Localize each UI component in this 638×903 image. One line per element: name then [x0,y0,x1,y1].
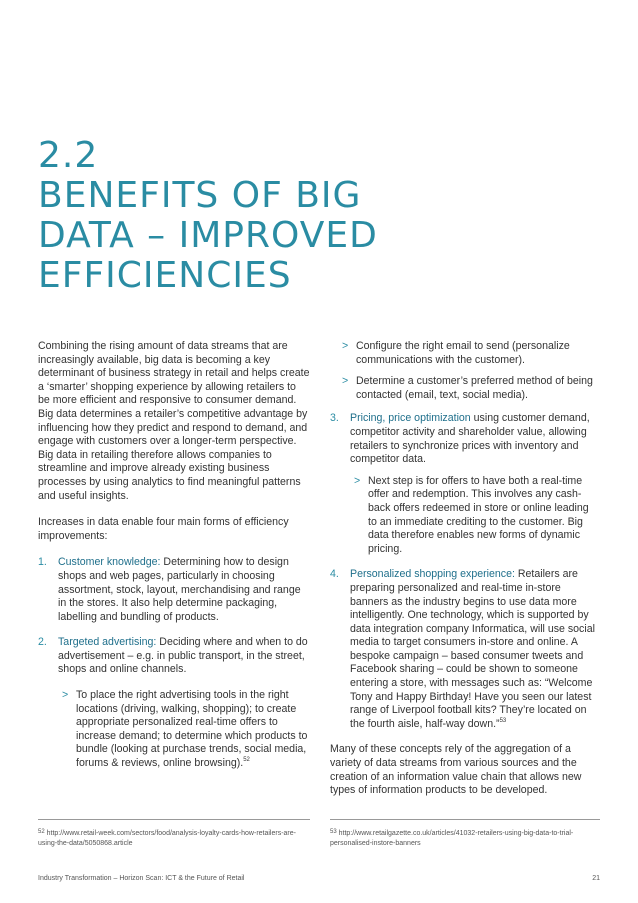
item-keyword: Pricing, price optimization [350,412,471,425]
section-title [38,136,458,296]
footnote-ref: 52 [243,757,250,764]
footnote-divider [330,819,600,820]
list-item [330,412,600,466]
item-number: 1. [38,556,47,569]
sub-bullet-text: Configure the right email to send (personalize communications with the customer). [356,340,570,366]
item-number: 3. [330,412,339,425]
title-line-1: BENEFITS OF BIG [38,175,362,216]
sub-bullet [330,340,600,367]
chevron-right-icon: > [342,375,349,388]
item-keyword: Targeted advertising: [58,636,157,649]
footnote-number: 52 [38,829,45,835]
intro-paragraph: Combining the rising amount of data streams that are increasingly available, big data is becoming a key determinant of business strategy in retail and helps create a ‘smarter’ shopping experience by allowing retailers to be more efficient and responsive to consumer demand. Big data determines a retailer’s competitive advantage by influencing how they predict and respond to demand, and engage with customers over a longer-term perspective. Big data in retailing therefore allows companies to streamline and improve already existing business processes by using analytics to find meaningful patterns and useful insights. [38,340,310,502]
sub-bullet-text: Next step is for offers to have both a real-time offer and redemption. This involves any cash-back offers redeemed in store or online leading to an immediate crediting to the customer. Big data therefore enables new forms of dynamic pricing. [368,474,589,555]
chevron-right-icon: > [62,689,69,702]
item-text: using customer demand, competitor activity and shareholder value, allowing retailers to synchronize prices with inventory and competitor data. [350,412,590,466]
sub-bullet-text: To place the right advertising tools in the right locations (driving, walking, shopping); to create appropriate personalized real-time offers to increase demand; to determine which products to bundle (looking at purchase trends, social media, forums & reviews, online browsing). [76,689,308,770]
item-text: Retailers are preparing personalized and real-time in-store banners as the industry begins to use data more intelligently. One technology, which is supported by data integration company Informatica, will use social media to target consumers in-store and online. A bespoke campaign – based consumer tweets and Facebook sharing – could be shown to someone entering a store, with messages such as: “Welcome Tony and Happy Birthday! Have you seen our latest range of Liverpool football kits? They’re located on the fourth aisle, half-way down.” [350,568,595,730]
page-number: 21 [592,875,600,882]
chevron-right-icon: > [354,474,361,487]
footnote-link[interactable]: http://www.retailgazette.co.uk/articles/41032-retailers-using-big-data-to-trial-personalised-instore-banners [330,830,574,847]
list-item [38,556,310,624]
sub-bullet [38,689,310,771]
sub-bullet [330,475,600,557]
footnote-number: 53 [330,829,337,835]
item-number: 2. [38,636,47,649]
footer-title: Industry Transformation – Horizon Scan: ICT & the Future of Retail [38,875,245,882]
sub-bullet [330,375,600,402]
item-text: Determining how to design shops and web pages, particularly in choosing assortment, stock, layout, merchandising and range in the stores. It also help determine packaging, labelling and bundling of products. [58,556,301,623]
footnote-ref: 53 [499,717,507,724]
footnote-divider [38,819,310,820]
title-line-3: EFFICIENCIES [38,255,292,296]
item-keyword: Personalized shopping experience: [350,568,515,581]
item-text: Deciding where and when to do advertisement – e.g. in public transport, in the street, shops and online channels. [58,636,308,676]
right-column [330,340,600,811]
footnote [330,829,602,848]
lead-paragraph: Increases in data enable four main forms of efficiency improvements: [38,516,289,542]
list-item [38,636,310,677]
closing-paragraph: Many of these concepts rely of the aggregation of a variety of data streams from various sources and the creation of an information value chain that allows new types of information products to be developed. [330,743,582,797]
title-line-2: DATA – IMPROVED [38,215,378,256]
item-keyword: Customer knowledge: [58,556,161,569]
chevron-right-icon: > [342,340,349,352]
footnote-link[interactable]: http://www.retail-week.com/sectors/food/analysis-loyalty-cards-how-retailers-are-using-the-data/5050868.article [38,830,296,847]
section-number: 2.2 [38,135,99,176]
left-column [38,340,310,779]
list-item [330,568,600,731]
item-number: 4. [330,568,339,581]
footnote [38,829,308,848]
sub-bullet-text: Determine a customer’s preferred method of being contacted (email, text, social media). [356,375,593,401]
